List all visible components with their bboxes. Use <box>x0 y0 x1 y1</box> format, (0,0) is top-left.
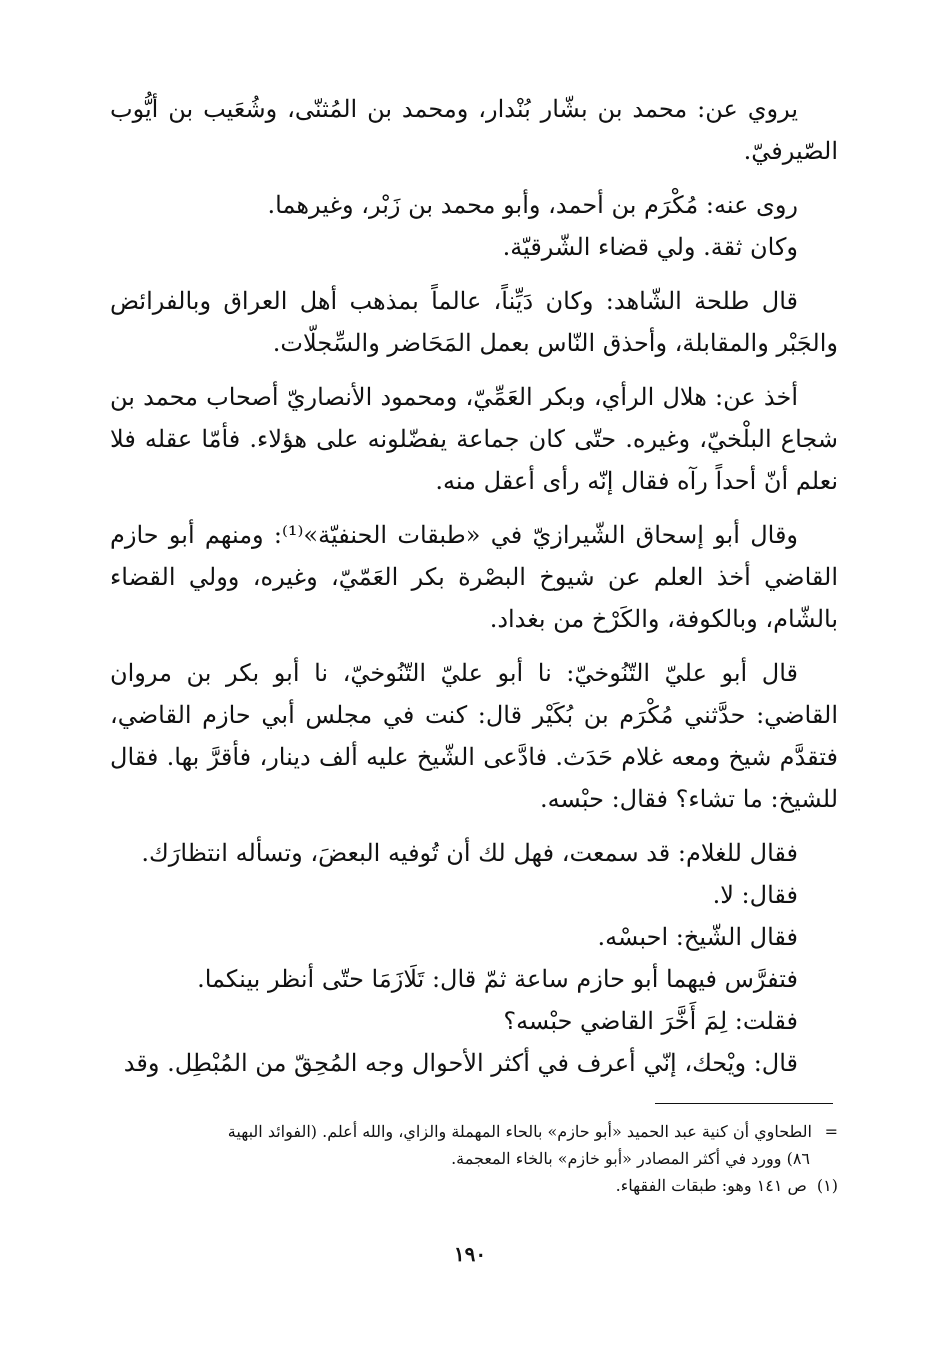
footnote-1-text: ص ١٤١ وهو: طبقات الفقهاء. <box>615 1176 807 1195</box>
footnote-continuation-line-2 <box>110 1145 838 1172</box>
page-number: ١٩٠ <box>453 1242 487 1266</box>
footnote-continuation-text: الطحاوي أن كنية عبد الحميد «أبو حازم» بالحاء المهملة والزاي، والله أعلم. (الفوائد البهية <box>227 1122 812 1141</box>
paragraph-shirazi-quote: وقال أبو إسحاق الشّيرازيّ في «طبقات الحنفيّة»⁽¹⁾: ومنهم أبو حازم القاضي أخذ العلم عن شيوخ البصْرة بكر العَمّيّ، وغيره، وولي القضاء بالشّام، وبالكوفة، والكَرْخ من بغداد. <box>110 521 838 633</box>
footnote-continuation-text-2: ٨٦) وورد في أكثر المصادر «أبو خازم» بالخاء المعجمة. <box>451 1149 810 1168</box>
paragraph-narrators-to: روى عنه: مُكْرَم بن أحمد، وأبو محمد بن زَبْر، وغيرهما. <box>267 191 798 219</box>
paragraph-talha-quote: قال طلحة الشّاهد: وكان دَيِّناً، عالماً بمذهب أهل العراق وبالفرائض والجَبْر والمقابلة، وأحذق النّاس بعمل المَحَاضر والسِّجلّات. <box>110 287 838 357</box>
footnote-1 <box>110 1172 838 1199</box>
paragraph-story-line-4: فتفرَّس فيهما أبو حازم ساعة ثمّ قال: تَلَازَمَا حتّى أنظر بينكما. <box>197 965 798 993</box>
paragraph-narrators-from: يروي عن: محمد بن بشّار بُنْدار، ومحمد بن المُثنّى، وشُعَيب بن أيُّوب الصّيرفيّ. <box>110 95 838 165</box>
paragraph-tanukhi-story: قال أبو عليّ التّنُوخيّ: نا أبو عليّ التّنُوخيّ، نا أبو بكر بن مروان القاضي: حدَّثني مُكْرَم بن بُكَيْر قال: كنت في مجلس أبي حازم القاضي، فتقدَّم شيخ ومعه غلام حَدَث. فادَّعى الشّيخ عليه ألف دينار، فأقرَّ بها. فقال للشيخ: ما تشاء؟ فقال: حبْسه. <box>110 659 838 813</box>
paragraph-story-line-6: قال: ويْحك، إنّي أعرف في أكثر الأحوال وجه المُحِقّ من المُبْطِل. وقد <box>123 1049 798 1077</box>
paragraph-story-line-3: فقال الشّيخ: احبسْه. <box>597 923 798 951</box>
paragraph-teachers: أخذ عن: هلال الرأي، وبكر العَمِّيّ، ومحمود الأنصاريّ أصحاب محمد بن شجاع البلْخيّ، وغيره. حتّى كان جماعة يفضّلونه على هؤلاء. فأمّا عقله فلا نعلم أنّ أحداً رآه فقال إنّه رأى أعقل منه. <box>110 383 838 495</box>
paragraph-trustworthy: وكان ثقة. ولي قضاء الشّرقيّة. <box>502 233 798 261</box>
main-text <box>110 88 838 1084</box>
footnote-1-marker: (١) <box>816 1176 838 1195</box>
footnote-continuation <box>110 1118 838 1145</box>
paragraph-story-line-5: فقلت: لِمَ أَخَّرَ القاضي حبْسه؟ <box>503 1007 798 1035</box>
paragraph-story-line-2: فقال: لا. <box>712 881 798 909</box>
paragraph-story-line-1: فقال للغلام: قد سمعت، فهل لك أن تُوفيه البعضَ، وتسأله انتظارَك. <box>141 839 798 867</box>
continuation-mark: = <box>824 1122 838 1141</box>
footnotes <box>110 1118 838 1199</box>
footnote-separator <box>655 1103 833 1104</box>
